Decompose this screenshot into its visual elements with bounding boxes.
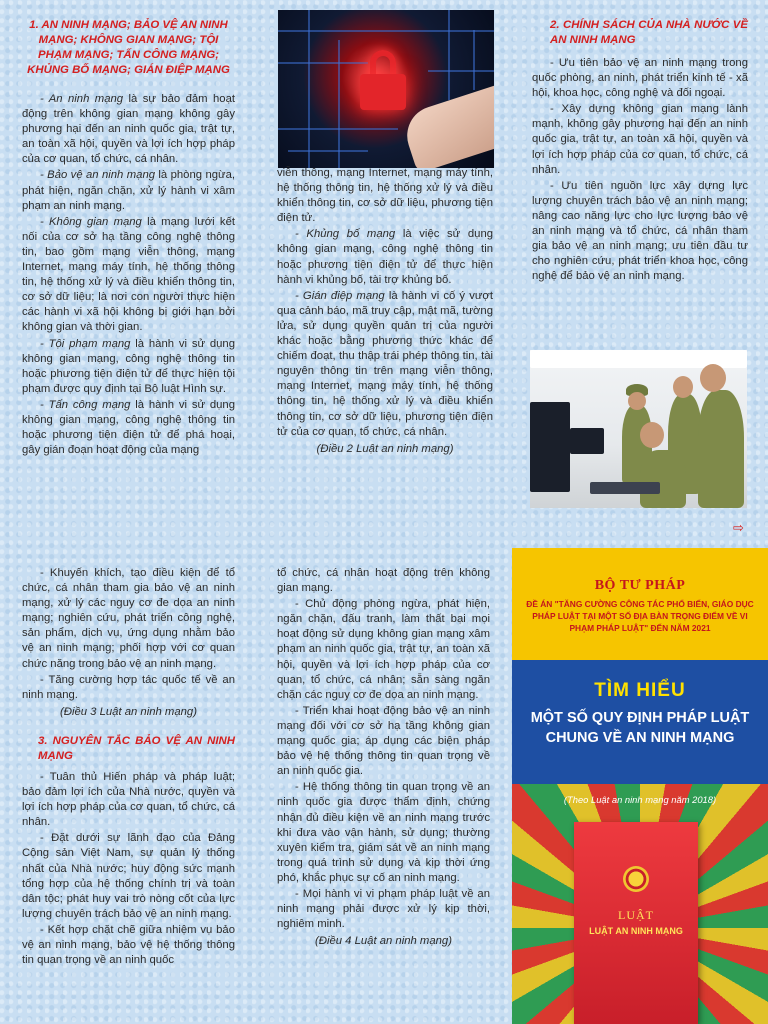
definition-bao-ve-an-ninh-mang: - Bảo vệ an ninh mạng là phòng ngừa, phát hiện, ngăn chặn, xử lý hành vi xâm phạm an ninh mạng. xyxy=(22,169,235,212)
cover-header xyxy=(512,548,768,660)
principle-item: - Đặt dưới sự lãnh đạo của Đảng Cộng sản Việt Nam, sự quản lý thống nhất của Nhà nước; huy động sức mạnh tổng hợp của hệ thống chính trị và toàn dân tộc; phát huy vai trò nòng cốt của lực lượng chuyên trách bảo vệ an ninh mạng. xyxy=(22,832,235,920)
principle-item: - Triển khai hoạt động bảo vệ an ninh mạng đối với cơ sở hạ tầng không gian mạng quốc gia; áp dụng các biện pháp bảo vệ hệ thống thông tin quan trọng về an ninh quốc gia. xyxy=(277,704,490,778)
definition-khung-bo-mang: - Khủng bố mạng là việc sử dụng không gian mạng, công nghệ thông tin hoặc phương tiện điện tử để thực hiện hành vi khủng bố, tài trợ khủng bố. xyxy=(277,228,494,286)
column-definitions xyxy=(22,18,235,459)
ministry-name: BỘ TƯ PHÁP xyxy=(594,578,686,593)
definition-gian-diep-mang: - Gián điệp mạng là hành vi cố ý vượt qua cảnh báo, mã truy cập, mật mã, tường lửa, sử dụng quyền quản trị của người khác hoặc bằng phương thức khác để chiếm đoạt, thu thập trái phép thông tin, tài nguyên thông tin trên mạng viễn thông, mạng Internet, mạng máy tính, hệ thống thông tin, hệ thống xử lý và điều khiển thông tin, cơ sở dữ liệu, phương tiện điện tử của cơ quan, tổ chức, cá nhân. xyxy=(277,289,493,438)
national-emblem-icon xyxy=(623,866,649,892)
principle-item: - Mọi hành vi vi phạm pháp luật về an ninh mạng phải được xử lý kịp thời, nghiêm minh. xyxy=(277,887,490,931)
principle-item: - Hệ thống thông tin quan trọng về an ninh quốc gia được thẩm định, chứng nhận đủ điều kiện về an ninh mạng trước khi đưa vào vận hành, sử dụng; thường xuyên kiểm tra, giám sát về an ninh mạng trong quá trình sử dụng và kịp thời ứng phó, khắc phục sự cố an ninh mạng. xyxy=(277,781,490,884)
principle-item: - Kết hợp chặt chẽ giữa nhiệm vụ bảo vệ an ninh mạng, bảo vệ hệ thống thông tin quan trọng về an ninh quốc xyxy=(22,923,235,967)
cover-title-main: TÌM HIỂU xyxy=(594,680,686,701)
definition-khong-gian-mang: - Không gian mạng là mạng lưới kết nối của cơ sở hạ tầng công nghệ thông tin, bao gồm mạng viễn thông, mạng Internet, mạng máy tính, hệ thống thông tin, hệ thống xử lý và điều khiển thông tin, cơ sở dữ liệu; là nơi con người thực hiện các hành vi xã hội không bị giới hạn bởi không gian và thời gian. xyxy=(22,215,236,334)
principle-item: - Tuân thủ Hiến pháp và pháp luật; bảo đảm lợi ích của Nhà nước, quyền và lợi ích hợp pháp của cơ quan, tổ chức, cá nhân. xyxy=(22,770,235,829)
source-article-2: (Điều 2 Luật an ninh mạng) xyxy=(316,442,454,455)
policy-item: - Xây dựng không gian mạng lành mạnh, không gây phương hại đến an ninh quốc gia, trật tự, an toàn xã hội, quyền và lợi ích hợp pháp của cơ quan, tổ chức, cá nhân. xyxy=(532,103,748,176)
column-state-policy xyxy=(532,18,748,285)
section-2-heading: 2. CHÍNH SÁCH CỦA NHÀ NƯỚC VỀ AN NINH MẠNG xyxy=(550,19,748,46)
principle-item: - Chủ động phòng ngừa, phát hiện, ngăn chặn, đấu tranh, làm thất bại mọi hoạt động sử dụng không gian mạng xâm phạm an ninh quốc gia, trật tự, an toàn xã hội, quyền và lợi ích hợp pháp của cơ quan, tổ chức, cá nhân; sẵn sàng ngăn chặn các nguy cơ đe dọa an ninh mạng. xyxy=(277,598,490,701)
book-word: LUẬT xyxy=(618,908,654,922)
officers-photo xyxy=(530,350,747,508)
project-name: ĐỀ ÁN "TĂNG CƯỜNG CÔNG TÁC PHỔ BIẾN, GIÁO DỤC PHÁP LUẬT TẠI MỘT SỐ ĐỊA BÀN TRỌNG ĐIỂM VỀ VI PHẠM PHÁP LUẬT" ĐẾN NĂM 2021 xyxy=(526,599,754,633)
column-definitions-continued xyxy=(277,166,493,458)
source-article-4: (Điều 4 Luật an ninh mạng) xyxy=(315,935,452,948)
cyber-lock-photo xyxy=(278,10,494,168)
definition-tan-cong-mang: - Tấn công mạng là hành vi sử dụng không gian mạng, công nghệ thông tin hoặc phương tiện điện tử để phá hoại, gây gián đoạn hoạt động của mạng xyxy=(22,398,235,457)
policy-item: - Tăng cường hợp tác quốc tế về an ninh mạng. xyxy=(22,673,235,701)
section-1-heading: 1. AN NINH MẠNG; BẢO VỆ AN NINH MẠNG; KHÔNG GIAN MẠNG; TỘI PHẠM MẠNG; TẤN CÔNG MẠNG; KHỦNG BỐ MẠNG; GIÁN ĐIỆP MẠNG xyxy=(27,19,230,76)
column-principles xyxy=(22,566,235,969)
cover-note: (Theo Luật an ninh mạng năm 2018) xyxy=(563,794,717,805)
policy-item: - Ưu tiên bảo vệ an ninh mạng trong quốc phòng, an ninh, phát triển kinh tế - xã hội, khoa học, công nghệ và đối ngoại. xyxy=(532,57,748,100)
section-3-heading: 3. NGUYÊN TẮC BẢO VỆ AN NINH MẠNG xyxy=(38,734,235,762)
definition-an-ninh-mang: - An ninh mạng là sự bảo đảm hoạt động trên không gian mạng không gây phương hại đến an ninh quốc gia, trật tự, an toàn xã hội, quyền và lợi ích hợp pháp của cơ quan, tổ chức, cá nhân. xyxy=(22,93,235,166)
policy-item: - Ưu tiên nguồn lực xây dựng lực lượng chuyên trách bảo vệ an ninh mạng; nâng cao năng lực cho lực lượng bảo vệ an ninh mạng và tổ chức, cá nhân tham gia bảo vệ an ninh mạng; ưu tiên đầu tư cho nghiên cứu, phát triển khoa học, công nghệ để bảo vệ an ninh mạng. xyxy=(532,179,748,283)
column-principles-continued xyxy=(277,566,490,950)
law-book-image xyxy=(574,822,698,1024)
pointing-hand xyxy=(399,82,494,168)
cover-title-sub: MỘT SỐ QUY ĐỊNH PHÁP LUẬT CHUNG VỀ AN NINH MẠNG xyxy=(530,710,750,746)
next-page-arrow-icon: ⇨ xyxy=(733,520,744,535)
cover-title-block xyxy=(512,660,768,784)
definition-toi-pham-mang: - Tội phạm mạng là hành vi sử dụng không gian mạng, công nghệ thông tin hoặc phương tiện điện tử để thực hiện tội phạm được quy định tại Bộ luật Hình sự. xyxy=(22,337,235,395)
paragraph-continued: tổ chức, cá nhân hoạt động trên không gian mạng. xyxy=(277,567,490,595)
source-article-3: (Điều 3 Luật an ninh mạng) xyxy=(60,705,197,718)
book-title: LUẬT AN NINH MẠNG xyxy=(589,926,683,936)
policy-item: - Khuyến khích, tạo điều kiện để tổ chức, cá nhân tham gia bảo vệ an ninh mạng, xử lý các nguy cơ đe dọa an ninh mạng; nghiên cứu, phát triển công nghệ, sản phẩm, dịch vụ, ứng dụng nhằm bảo vệ an ninh mạng; phối hợp với cơ quan chức năng trong bảo vệ an ninh mạng. xyxy=(22,567,235,670)
paragraph-continued: viễn thông, mạng Internet, mạng máy tính, hệ thống thông tin, hệ thống xử lý và điều khiển thông tin, cơ sở dữ liệu, phương tiện điện tử. xyxy=(277,167,493,225)
